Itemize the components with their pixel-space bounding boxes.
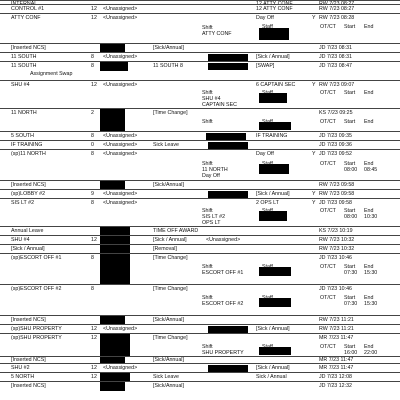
log-cell: End	[364, 264, 374, 270]
log-cell: 0	[91, 142, 94, 148]
log-cell: 12	[91, 365, 97, 371]
log-cell: OT/CT	[320, 208, 336, 214]
log-cell: [Time Change]	[153, 110, 188, 116]
log-cell: [Sick / Annual]	[256, 191, 290, 197]
log-cell: 12	[91, 15, 97, 21]
log-cell: Start	[344, 344, 356, 350]
log-cell: Sick Leave	[153, 142, 179, 148]
log-row	[0, 198, 400, 227]
log-cell: SIS LT #2	[202, 214, 226, 220]
log-cell: CAPTAIN SEC	[202, 102, 237, 108]
log-row	[0, 333, 400, 357]
log-cell: RW 7/23 11:21	[319, 317, 354, 323]
log-row	[0, 13, 400, 44]
log-cell: [SWAP]	[256, 63, 275, 69]
log-cell: (sp)ESCORT OFF #1	[11, 255, 62, 261]
log-cell: RW 7/23 10:32	[319, 237, 355, 243]
log-cell: Staff	[262, 264, 273, 270]
log-cell: MR 7/23 11:47	[319, 365, 354, 371]
redaction-block	[100, 109, 125, 131]
log-cell: Start	[344, 208, 356, 214]
log-cell: Start	[344, 161, 356, 167]
log-cell: [Sick / Annual]	[256, 326, 290, 332]
log-cell: INTERNAL	[11, 1, 38, 7]
redaction-block	[208, 63, 248, 70]
log-cell: Y	[312, 200, 316, 206]
log-cell: JD 7/23 09:58	[319, 200, 352, 206]
log-cell: <Unassigned>	[103, 54, 138, 60]
log-cell: Start	[344, 90, 356, 96]
log-cell: [Time Change]	[153, 335, 188, 341]
log-cell: 8	[91, 286, 94, 292]
log-cell: CONTROL #1	[11, 6, 45, 12]
log-cell: (sp)SHU PROPERTY	[11, 326, 62, 332]
log-cell: OT/CT	[320, 90, 336, 96]
log-cell: ESCORT OFF #2	[202, 301, 244, 307]
log-cell: OT/CT	[320, 344, 336, 350]
log-cell: 15:30	[364, 270, 378, 276]
redaction-block	[100, 62, 128, 71]
log-cell: Y	[312, 151, 316, 157]
log-cell: [Time Change]	[153, 255, 188, 261]
log-cell: Staff	[262, 295, 273, 301]
log-cell: [Sick/Annual]	[153, 317, 184, 323]
log-cell: 08:00	[344, 167, 358, 173]
log-cell: 12	[91, 374, 97, 380]
log-cell: JD 7/23 09:36	[319, 142, 352, 148]
log-row	[0, 80, 400, 109]
log-cell: [Inserted NCS]	[11, 45, 46, 51]
log-cell: End	[364, 119, 374, 125]
log-cell: Sick / Annual	[256, 374, 287, 380]
log-cell: [Sick/Annual]	[153, 45, 184, 51]
log-cell: 08:45	[364, 167, 378, 173]
log-cell: RW 7/23 09:58	[319, 182, 355, 188]
log-cell: SHU #4	[11, 237, 30, 243]
redaction-block	[100, 254, 130, 284]
log-row	[0, 149, 400, 181]
log-cell: JD 7/23 09:35	[319, 133, 352, 139]
log-cell: 8	[91, 63, 94, 69]
log-cell: 2	[91, 110, 94, 116]
log-cell: <Unassigned>	[206, 237, 241, 243]
log-cell: Annual Leave	[11, 228, 44, 234]
log-cell: 11 NORTH	[202, 167, 228, 173]
log-cell: ATTY CONF	[11, 15, 41, 21]
log-cell: Shift	[202, 208, 213, 214]
log-cell: Staff	[262, 24, 273, 30]
log-cell: [Inserted NCS]	[11, 357, 46, 363]
log-cell: Day Off	[202, 173, 220, 179]
log-row	[0, 381, 400, 391]
log-cell: Shift	[202, 90, 213, 96]
log-cell: [Inserted NCS]	[11, 317, 46, 323]
log-cell: 22:00	[364, 350, 378, 356]
log-cell: 12 ATTY CONF	[256, 6, 293, 12]
log-cell: Staff	[262, 90, 273, 96]
log-cell: Staff	[262, 119, 273, 125]
log-cell: OT/CT	[320, 119, 336, 125]
log-cell: KS 7/23 09:25	[319, 110, 353, 116]
log-row	[0, 61, 400, 81]
log-cell: Shift	[202, 119, 213, 125]
log-cell: <Unassigned>	[103, 133, 138, 139]
log-cell: 12	[91, 237, 97, 243]
log-cell: <Unassigned>	[103, 15, 138, 21]
log-cell: [Sick/Annual]	[153, 357, 184, 363]
log-cell: OPS LT	[202, 220, 221, 226]
log-cell: [Sick / Annual]	[11, 246, 45, 252]
log-cell: <Unassigned>	[103, 6, 138, 12]
log-cell: Y	[312, 15, 316, 21]
log-cell: Staff	[262, 344, 273, 350]
log-cell: JD 7/23 10:46	[319, 255, 352, 261]
log-cell: 11 SOUTH	[11, 63, 37, 69]
redaction-block	[208, 54, 248, 61]
log-cell: 5 SOUTH	[11, 133, 34, 139]
log-cell: Sick Leave	[153, 374, 179, 380]
log-cell: 8	[91, 151, 94, 157]
log-cell: 8	[91, 133, 94, 139]
log-cell: <Unassigned>	[103, 191, 138, 197]
log-cell: SHU #4	[202, 96, 221, 102]
redaction-block	[206, 133, 246, 140]
log-cell: <Unassigned>	[103, 151, 138, 157]
log-cell: End	[364, 295, 374, 301]
log-cell: Start	[344, 24, 356, 30]
log-cell: 16:00	[344, 350, 358, 356]
log-cell: JD 7/23 10:46	[319, 286, 352, 292]
log-cell: [Sick/Annual]	[153, 383, 184, 389]
log-cell: [Inserted NCS]	[11, 383, 46, 389]
log-cell: [Inserted NCS]	[11, 182, 46, 188]
log-row	[0, 284, 400, 316]
redaction-block	[208, 326, 248, 333]
log-cell: <Unassigned>	[103, 326, 138, 332]
redaction-block	[208, 142, 248, 149]
log-cell: Shift	[202, 344, 213, 350]
log-cell: 11 SOUTH	[11, 54, 37, 60]
log-cell: 12 ATTY CONF	[256, 1, 293, 7]
log-cell: (sp)ESCORT OFF #2	[11, 286, 62, 292]
log-cell: 12	[91, 335, 97, 341]
log-cell: Shift	[202, 264, 213, 270]
log-cell: SHU #2	[11, 365, 30, 371]
log-cell: IF TRAINING	[256, 133, 288, 139]
log-cell: JD 7/23 12:32	[319, 383, 352, 389]
log-cell: 07:30	[344, 270, 358, 276]
log-cell: RW 7/23 10:32	[319, 246, 355, 252]
redaction-block	[208, 191, 248, 198]
log-cell: Start	[344, 295, 356, 301]
log-cell: 8	[91, 255, 94, 261]
log-cell: Y	[312, 191, 316, 197]
log-cell: 2 OPS LT	[256, 200, 279, 206]
log-cell: OT/CT	[320, 24, 336, 30]
log-cell: End	[364, 161, 374, 167]
log-cell: 6 CAPTAIN SEC	[256, 82, 296, 88]
log-cell: RW 7/23 08:27	[319, 1, 355, 7]
log-cell: Staff	[262, 161, 273, 167]
log-cell: 08:00	[344, 214, 358, 220]
log-cell: Assignment Swap	[30, 71, 73, 77]
log-cell: <Unassigned>	[103, 365, 138, 371]
log-cell: RW 7/23 08:28	[319, 15, 355, 21]
log-cell: 15:30	[364, 301, 378, 307]
log-cell: 12	[91, 326, 97, 332]
redaction-block	[208, 365, 248, 372]
log-cell: JD 7/23 12:08	[319, 374, 352, 380]
log-cell: RW 7/23 11:21	[319, 326, 354, 332]
log-cell: JD 7/23 08:31	[319, 54, 352, 60]
redaction-block	[100, 382, 125, 391]
log-cell: [Sick / Annual]	[256, 365, 290, 371]
log-cell: MR 7/23 11:47	[319, 335, 354, 341]
log-cell: 11 NORTH	[11, 110, 37, 116]
log-cell: 12	[91, 6, 97, 12]
log-cell: [Sick / Annual]	[256, 54, 290, 60]
log-cell: JD 7/23 09:52	[319, 151, 352, 157]
log-cell: (sp)SHU PROPERTY	[11, 335, 62, 341]
log-cell: OT/CT	[320, 295, 336, 301]
log-cell: JD 7/23 08:31	[319, 45, 352, 51]
log-cell: End	[364, 208, 374, 214]
log-cell: Day Off	[256, 15, 274, 21]
log-cell: Start	[344, 264, 356, 270]
log-cell: JD 7/23 08:47	[319, 63, 352, 69]
log-cell: ATTY CONF	[202, 31, 232, 37]
log-cell: RW 7/23 09:58	[319, 191, 355, 197]
log-cell: Shift	[202, 295, 213, 301]
log-cell: <Unassigned>	[103, 200, 138, 206]
log-cell: Start	[344, 119, 356, 125]
log-row	[0, 108, 400, 132]
log-cell: 10:30	[364, 214, 378, 220]
log-cell: TIME OFF AWARD	[153, 228, 199, 234]
log-cell: 07:30	[344, 301, 358, 307]
log-cell: OT/CT	[320, 161, 336, 167]
log-cell: 5 NORTH	[11, 374, 35, 380]
log-cell: Day Off	[256, 151, 274, 157]
log-cell: SHU #4	[11, 82, 30, 88]
log-cell: End	[364, 90, 374, 96]
log-cell: IF TRAINING	[11, 142, 43, 148]
log-cell: [Sick/Annual]	[153, 182, 184, 188]
log-cell: RW 7/23 08:27	[319, 6, 355, 12]
log-cell: SIS LT #2	[11, 200, 35, 206]
log-cell: <Unassigned>	[103, 82, 138, 88]
log-cell: [Sick / Annual]	[153, 237, 187, 243]
log-cell: Shift	[202, 25, 213, 31]
log-cell: 8	[91, 200, 94, 206]
log-cell: Y	[312, 82, 316, 88]
log-cell: 9	[91, 191, 94, 197]
redaction-block	[100, 334, 130, 356]
log-cell: 8	[91, 54, 94, 60]
log-cell: End	[364, 344, 374, 350]
log-cell: RW 7/23 09:07	[319, 82, 355, 88]
log-cell: ESCORT OFF #1	[202, 270, 244, 276]
log-cell: SHU PROPERTY	[202, 350, 244, 356]
log-cell: Shift	[202, 161, 213, 167]
log-cell: (sp)LOBBY #2	[11, 191, 46, 197]
log-cell: KS 7/23 10:19	[319, 228, 353, 234]
log-cell: <Unassigned>	[103, 142, 138, 148]
log-cell: [Removal]	[153, 246, 177, 252]
log-cell: 11 SOUTH 8	[153, 63, 183, 69]
log-cell: OT/CT	[320, 264, 336, 270]
log-cell: MR 7/23 11:47	[319, 357, 354, 363]
log-cell: End	[364, 24, 374, 30]
log-cell: [Time Change]	[153, 286, 188, 292]
log-cell: (sp)11 NORTH	[11, 151, 46, 157]
log-row	[0, 253, 400, 285]
log-cell: Staff	[262, 208, 273, 214]
log-cell: 12	[91, 82, 97, 88]
